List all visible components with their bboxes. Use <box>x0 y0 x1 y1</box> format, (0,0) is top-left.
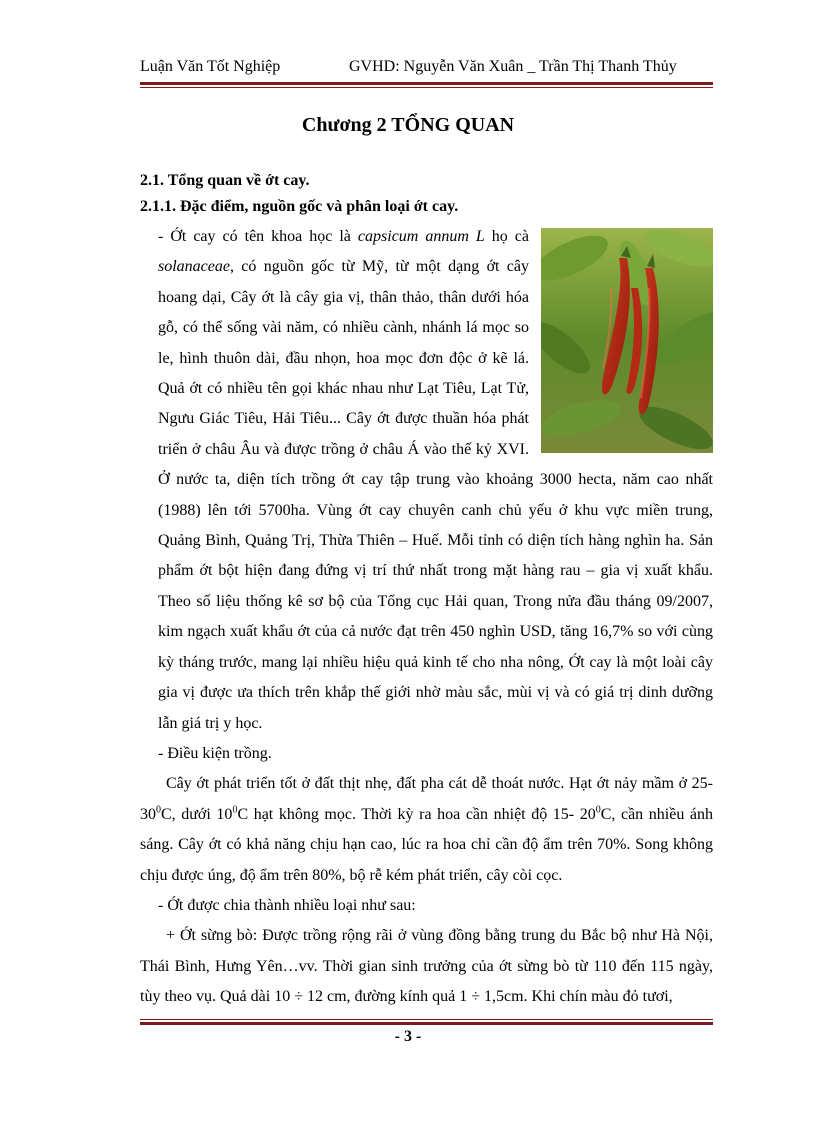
paragraph-origin: - Ớt cay có tên khoa học là capsicum annum L họ cà solanaceae, có nguồn gốc từ Mỹ, từ một dạng ớt cây hoang dại, Cây ớt là cây gia vị, thân thảo, thân dưới hóa gỗ, có thể sống vài năm, có nhiều cành, nhánh lá mọc so le, hình thuôn dài, đầu nhọn, hoa mọc đơn độc ở kẽ lá. Quả ớt có nhiều tên gọi khác nhau như Lạt Tiêu, Lạt Tử, Ngưu Giác Tiêu, Hải Tiêu... Cây ớt được thuần hóa phát triển ở châu Âu và được trồng ở châu Á vào thế kỷ XVI. Ở nước ta, diện tích trồng ớt cay tập trung vào khoảng 3000 hecta, năm cao nhất (1988) lên tới 5700ha. Vùng ớt cay chuyên canh chủ yếu ở khu vực miền trung, Quảng Bình, Quảng Trị, Thừa Thiên – Huế. Mỗi tỉnh có diện tích hàng nghìn ha. Sản phẩm ớt bột hiện đang đứng vị trí thứ nhất trong mặt hàng rau – gia vị xuất khẩu. Theo số liệu thống kê sơ bộ của Tổng cục Hải quan, Trong nửa đầu tháng 09/2007, kim ngạch xuất khẩu ớt của cả nước đạt trên 450 nghìn USD, tăng 16,7% so với cùng kỳ tháng trước, mang lại nhiều hiệu quả kinh tế cho nha nông, Ớt cay là một loài cây gia vị được ưa thích trên khắp thế giới nhờ màu sắc, mùi vị và có giá trị dinh dưỡng lẫn giá trị y học. <box>158 228 713 732</box>
subsection-heading: 2.1.1. Đặc điểm, nguồn gốc và phân loại ớt cay. <box>140 198 459 215</box>
paragraph-horn-pepper: + Ớt sừng bò: Được trồng rộng rãi ở vùng đồng bằng trung du Bắc bộ như Hà Nội, Thái Bình, Hưng Yên…vv. Thời gian sinh trưởng của ớt sừng bò từ 110 đến 115 ngày, tùy theo vụ. Quả dài 10 ÷ 12 cm, đường kính quả 1 ÷ 1,5cm. Khi chín màu đỏ tươi, <box>140 927 713 1006</box>
footer-rule <box>140 1022 713 1025</box>
header-rule <box>140 82 713 85</box>
heading-growing-conditions: - Điều kiện trồng. <box>158 744 272 762</box>
header-thesis-label: Luận Văn Tốt Nghiệp <box>140 58 281 75</box>
paragraph-growing-conditions: Cây ớt phát triển tốt ở đất thịt nhẹ, đất pha cát dễ thoát nước. Hạt ớt nảy mầm ở $25-30^0C$, dưới $10^0C$ hạt không mọc. Thời kỳ ra hoa cần nhiệt độ 15- $20^0C$, cần nhiều ánh sáng. Cây ớt có khả năng chịu hạn cao, lúc ra hoa chỉ cần độ ẩm trên 70%. Song không chịu được úng, độ ẩm trên 80%, bộ rễ kém phát triển, cây còi cọc. <box>140 775 714 884</box>
footer-rule-thin <box>140 1019 713 1020</box>
heading-types: - Ớt được chia thành nhiều loại như sau: <box>158 896 416 914</box>
section-heading: 2.1. Tổng quan về ớt cay. <box>140 172 310 189</box>
chili-pepper-photo <box>541 228 713 453</box>
header-rule-thin <box>140 87 713 88</box>
chapter-title: Chương 2 TỔNG QUAN <box>301 114 515 136</box>
header-advisors: GVHD: Nguyễn Văn Xuân _ Trần Thị Thanh Thủy <box>349 58 677 75</box>
body-text <box>140 222 713 1013</box>
page-number: - 3 - <box>394 1028 422 1045</box>
